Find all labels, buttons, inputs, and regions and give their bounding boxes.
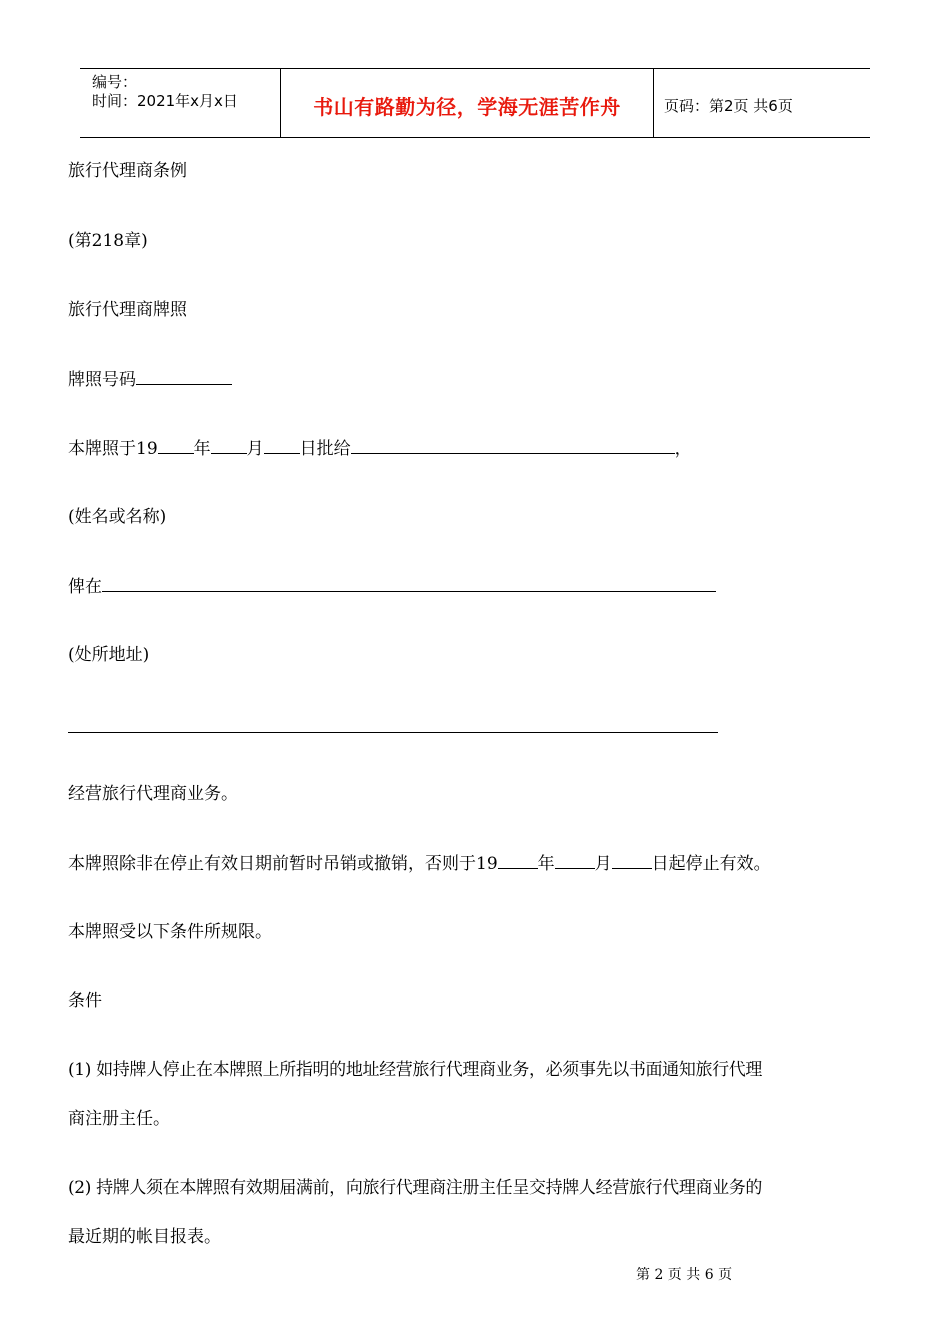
issued-month-blank: [211, 437, 247, 454]
header-page-info: 页码：第2页 共6页: [664, 96, 793, 115]
issued-year-label: 年: [193, 439, 211, 459]
conditions-heading: 条件: [68, 991, 102, 1011]
name-note: (姓名或名称): [68, 507, 167, 527]
condition-1-line-1: (1) 如持牌人停止在本牌照上所指明的地址经营旅行代理商业务，必须事先以书面通知旅行代理: [68, 1060, 763, 1080]
license-number-label: 牌照号码: [68, 370, 136, 390]
expiry-line: [68, 852, 771, 875]
issued-comma: ，: [674, 439, 692, 459]
issued-day-blank: [264, 437, 300, 454]
expiry-suffix: 日起停止有效。: [651, 854, 771, 874]
expiry-month-blank: [555, 852, 595, 869]
header-motto: 书山有路勤为径，学海无涯苦作舟: [313, 94, 621, 119]
issued-day-text: 日批给: [299, 439, 351, 459]
issued-year-blank: [158, 437, 194, 454]
license-number-line: [68, 368, 232, 391]
expiry-day-blank: [612, 852, 652, 869]
conditions-intro: 本牌照受以下条件所规限。: [68, 922, 272, 942]
issued-prefix: 本牌照于19: [68, 439, 158, 459]
chapter-number: (第218章): [68, 231, 148, 251]
document-title: 旅行代理商条例: [68, 161, 187, 181]
business-line: 经营旅行代理商业务。: [68, 784, 238, 804]
license-number-blank: [136, 368, 232, 385]
at-label: 俾在: [68, 577, 102, 597]
expiry-year-label: 年: [537, 854, 555, 874]
condition-1-line-2: 商注册主任。: [68, 1109, 170, 1129]
condition-2-line-1: (2) 持牌人须在本牌照有效期届满前，向旅行代理商注册主任呈交持牌人经营旅行代理商业务的: [68, 1178, 763, 1198]
header-motto-cell: [281, 69, 654, 137]
address-continuation-blank: [68, 732, 718, 733]
license-heading: 旅行代理商牌照: [68, 300, 187, 320]
licensee-name-blank: [351, 437, 675, 454]
expiry-year-blank: [498, 852, 538, 869]
page-header: [80, 68, 870, 138]
issue-date-line: [68, 437, 692, 460]
header-meta: [80, 69, 281, 137]
address-note: (处所地址): [68, 645, 150, 665]
header-page-info-cell: [654, 69, 870, 137]
address-line: [68, 575, 716, 598]
page-footer: 第 2 页 共 6 页: [636, 1267, 733, 1283]
expiry-prefix: 本牌照除非在停止有效日期前暂时吊销或撤销，否则于19: [68, 854, 498, 874]
document-number-label: 编号：: [92, 73, 138, 91]
address-blank: [102, 575, 716, 592]
issued-month-label: 月: [246, 439, 264, 459]
document-date: 时间：2021年x月x日: [92, 92, 238, 110]
condition-2-line-2: 最近期的帐目报表。: [68, 1227, 221, 1247]
expiry-month-label: 月: [594, 854, 612, 874]
